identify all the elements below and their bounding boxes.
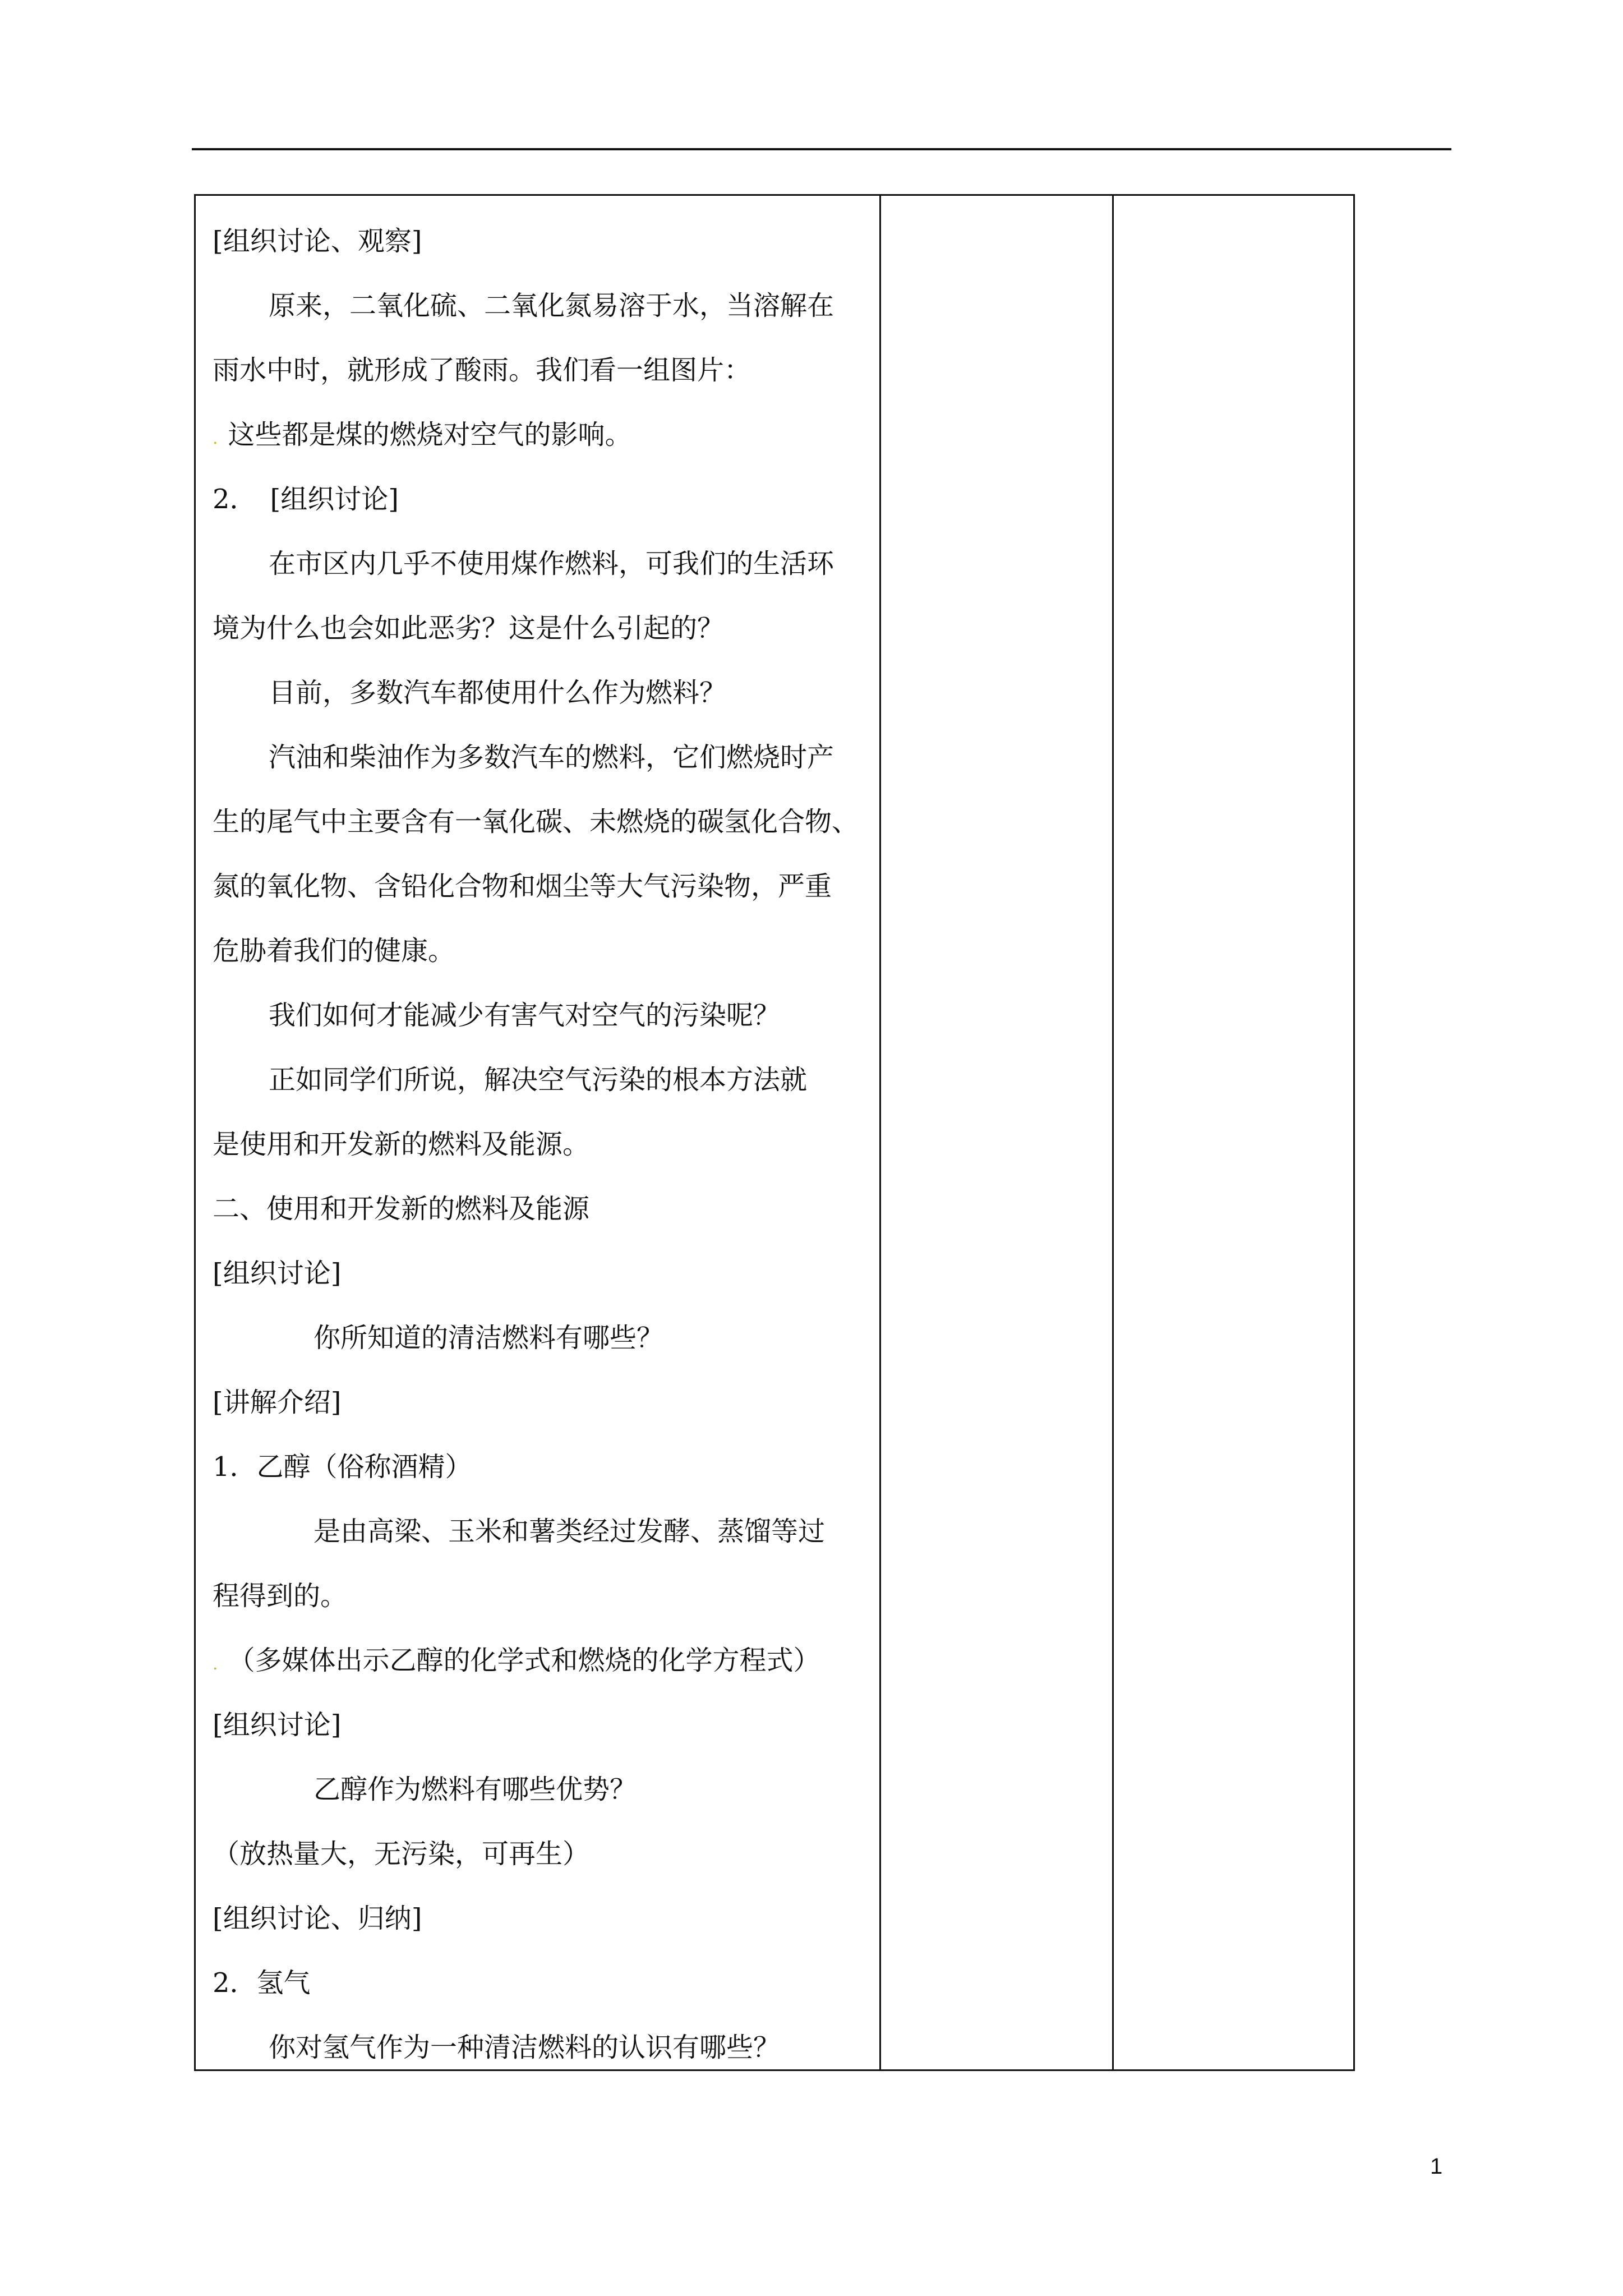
line-text: 雨水中时，就形成了酸雨。我们看一组图片： — [213, 355, 751, 386]
text-line — [213, 532, 865, 596]
line-text: 目前，多数汽车都使用什么作为燃料？ — [269, 677, 727, 708]
text-line — [213, 1306, 865, 1370]
line-text: 在市区内几乎不使用煤作燃料，可我们的生活环 — [269, 548, 834, 579]
line-text: [组织讨论] — [213, 1709, 342, 1741]
line-text: 你对氢气作为一种清洁燃料的认识有哪些？ — [269, 2032, 781, 2063]
line-text: [讲解介绍] — [213, 1387, 342, 1418]
text-line — [213, 1628, 865, 1693]
line-text: 我们如何才能减少有害气对空气的污染呢？ — [269, 1000, 781, 1031]
line-text: 境为什么也会如此恶劣？这是什么引起的？ — [213, 613, 725, 644]
header-rule — [192, 148, 1451, 150]
text-line — [213, 1370, 865, 1435]
text-line — [213, 1951, 865, 2016]
text-line — [213, 274, 865, 338]
text-line — [213, 403, 865, 467]
line-text: （放热量大，无污染，可再生） — [213, 1838, 590, 1870]
line-text: 汽油和柴油作为多数汽车的燃料，它们燃烧时产 — [269, 742, 834, 773]
line-text: 这些都是煤的燃烧对空气的影响。 — [228, 419, 632, 450]
line-text: [组织讨论、归纳] — [213, 1903, 422, 1934]
text-line — [213, 661, 865, 725]
line-text: 你所知道的清洁燃料有哪些？ — [313, 1322, 664, 1354]
line-text: [组织讨论、观察] — [213, 226, 422, 257]
line-text: 程得到的。 — [213, 1580, 348, 1612]
text-line — [213, 596, 865, 661]
text-line — [213, 1241, 865, 1306]
text-line — [213, 854, 865, 919]
line-text: [组织讨论] — [213, 1258, 342, 1289]
line-text: 1．乙醇（俗称酒精） — [213, 1451, 472, 1483]
text-line — [213, 1048, 865, 1112]
text-line — [213, 2016, 865, 2080]
line-text: 正如同学们所说，解决空气污染的根本方法就 — [269, 1064, 808, 1096]
line-text: 是由高梁、玉米和薯类经过发酵、蒸馏等过 — [313, 1516, 826, 1547]
line-text: 2． [组织讨论] — [213, 484, 399, 515]
text-line — [213, 338, 865, 403]
text-line — [213, 1177, 865, 1241]
line-text: 原来，二氧化硫、二氧化氮易溶于水，当溶解在 — [269, 290, 834, 321]
text-line — [213, 1822, 865, 1887]
text-line — [213, 1435, 865, 1499]
line-text: 2．氢气 — [213, 1967, 311, 1999]
text-line — [213, 1887, 865, 1951]
text-line — [213, 1757, 865, 1822]
line-text: （多媒体出示乙醇的化学式和燃烧的化学方程式） — [228, 1645, 820, 1676]
text-line — [213, 790, 865, 854]
annotation-mark-icon: . — [213, 429, 218, 448]
line-text: 是使用和开发新的燃料及能源。 — [213, 1129, 590, 1160]
line-text: 二、使用和开发新的燃料及能源 — [213, 1193, 590, 1225]
text-line — [213, 1112, 865, 1177]
text-line — [213, 1564, 865, 1628]
teaching-content-cell — [196, 196, 881, 2069]
text-line — [213, 919, 865, 983]
page-number: 1 — [1430, 2154, 1443, 2179]
lesson-table — [194, 194, 1355, 2071]
student-activity-cell — [881, 196, 1114, 2069]
notes-cell — [1114, 196, 1353, 2069]
text-line — [213, 725, 865, 790]
line-text: 生的尾气中主要含有一氧化碳、未燃烧的碳氢化合物、 — [213, 806, 859, 838]
text-line — [213, 209, 865, 274]
text-line — [213, 983, 865, 1048]
text-line — [213, 1693, 865, 1757]
text-line — [213, 1499, 865, 1564]
line-text: 乙醇作为燃料有哪些优势？ — [313, 1774, 637, 1805]
annotation-mark-icon: . — [213, 1654, 218, 1674]
text-line — [213, 467, 865, 532]
line-text: 氮的氧化物、含铅化合物和烟尘等大气污染物，严重 — [213, 871, 832, 902]
line-text: 危胁着我们的健康。 — [213, 935, 455, 967]
